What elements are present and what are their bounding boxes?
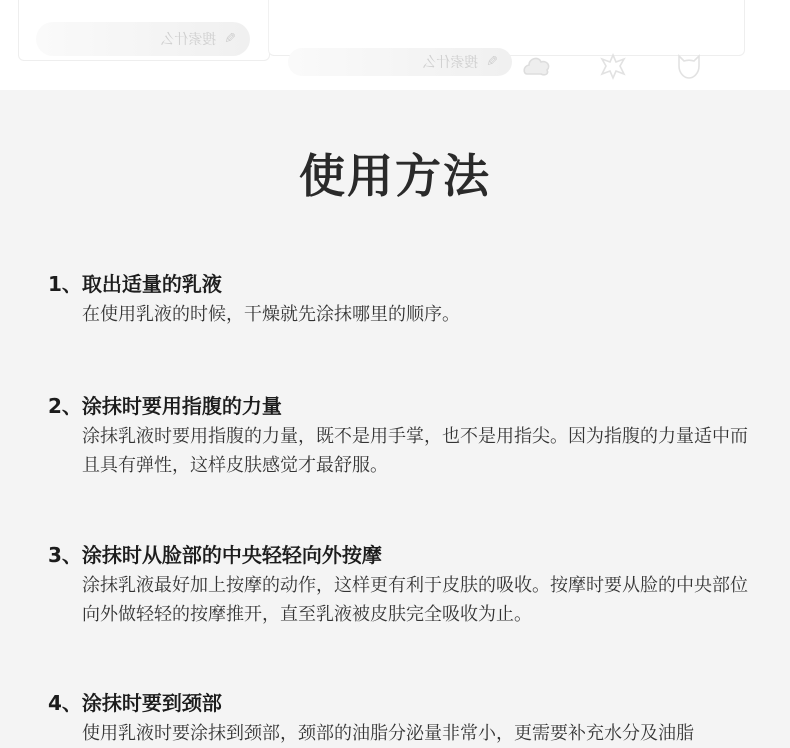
edit-icon: ✎ <box>224 31 236 47</box>
step-item <box>48 270 758 329</box>
cat-face-icon[interactable] <box>673 50 705 82</box>
step-item <box>48 689 758 748</box>
search-bar-ghost[interactable] <box>36 22 250 56</box>
step-heading: 2、涂抹时要用指腹的力量 <box>48 394 282 418</box>
step-body: 使用乳液时要涂抹到颈部，颈部的油脂分泌量非常小，更需要补充水分及油脂 <box>82 723 694 744</box>
favorite-icon[interactable] <box>597 50 629 82</box>
search-bar-ghost-text: 搜索什么 <box>160 32 217 48</box>
step-heading: 3、涂抹时从脸部的中央轻轻向外按摩 <box>48 543 382 567</box>
step-body: 涂抹乳液最好加上按摩的动作，这样更有利于皮肤的吸收。按摩时要从脸的中央部位向外做轻轻的按摩推开，直至乳液被皮肤完全吸收为止。 <box>82 575 748 625</box>
page-title: 使用方法 <box>299 149 491 203</box>
step-item <box>48 392 758 480</box>
step-item <box>48 541 758 629</box>
step-body: 涂抹乳液时要用指腹的力量，既不是用手掌，也不是用指尖。因为指腹的力量适中而且具有弹性，这样皮肤感觉才最舒服。 <box>82 426 748 476</box>
home-icon[interactable] <box>521 50 553 82</box>
step-heading: 1、取出适量的乳液 <box>48 272 222 296</box>
step-body: 在使用乳液的时候，干燥就先涂抹哪里的顺序。 <box>82 304 460 325</box>
search-bar-ghost-secondary[interactable] <box>288 48 512 76</box>
search-bar-ghost-secondary-text: 搜索什么 <box>422 55 479 71</box>
step-heading: 4、涂抹时要到颈部 <box>48 691 222 715</box>
header-banner <box>0 0 790 90</box>
edit-icon: ✎ <box>486 54 498 70</box>
